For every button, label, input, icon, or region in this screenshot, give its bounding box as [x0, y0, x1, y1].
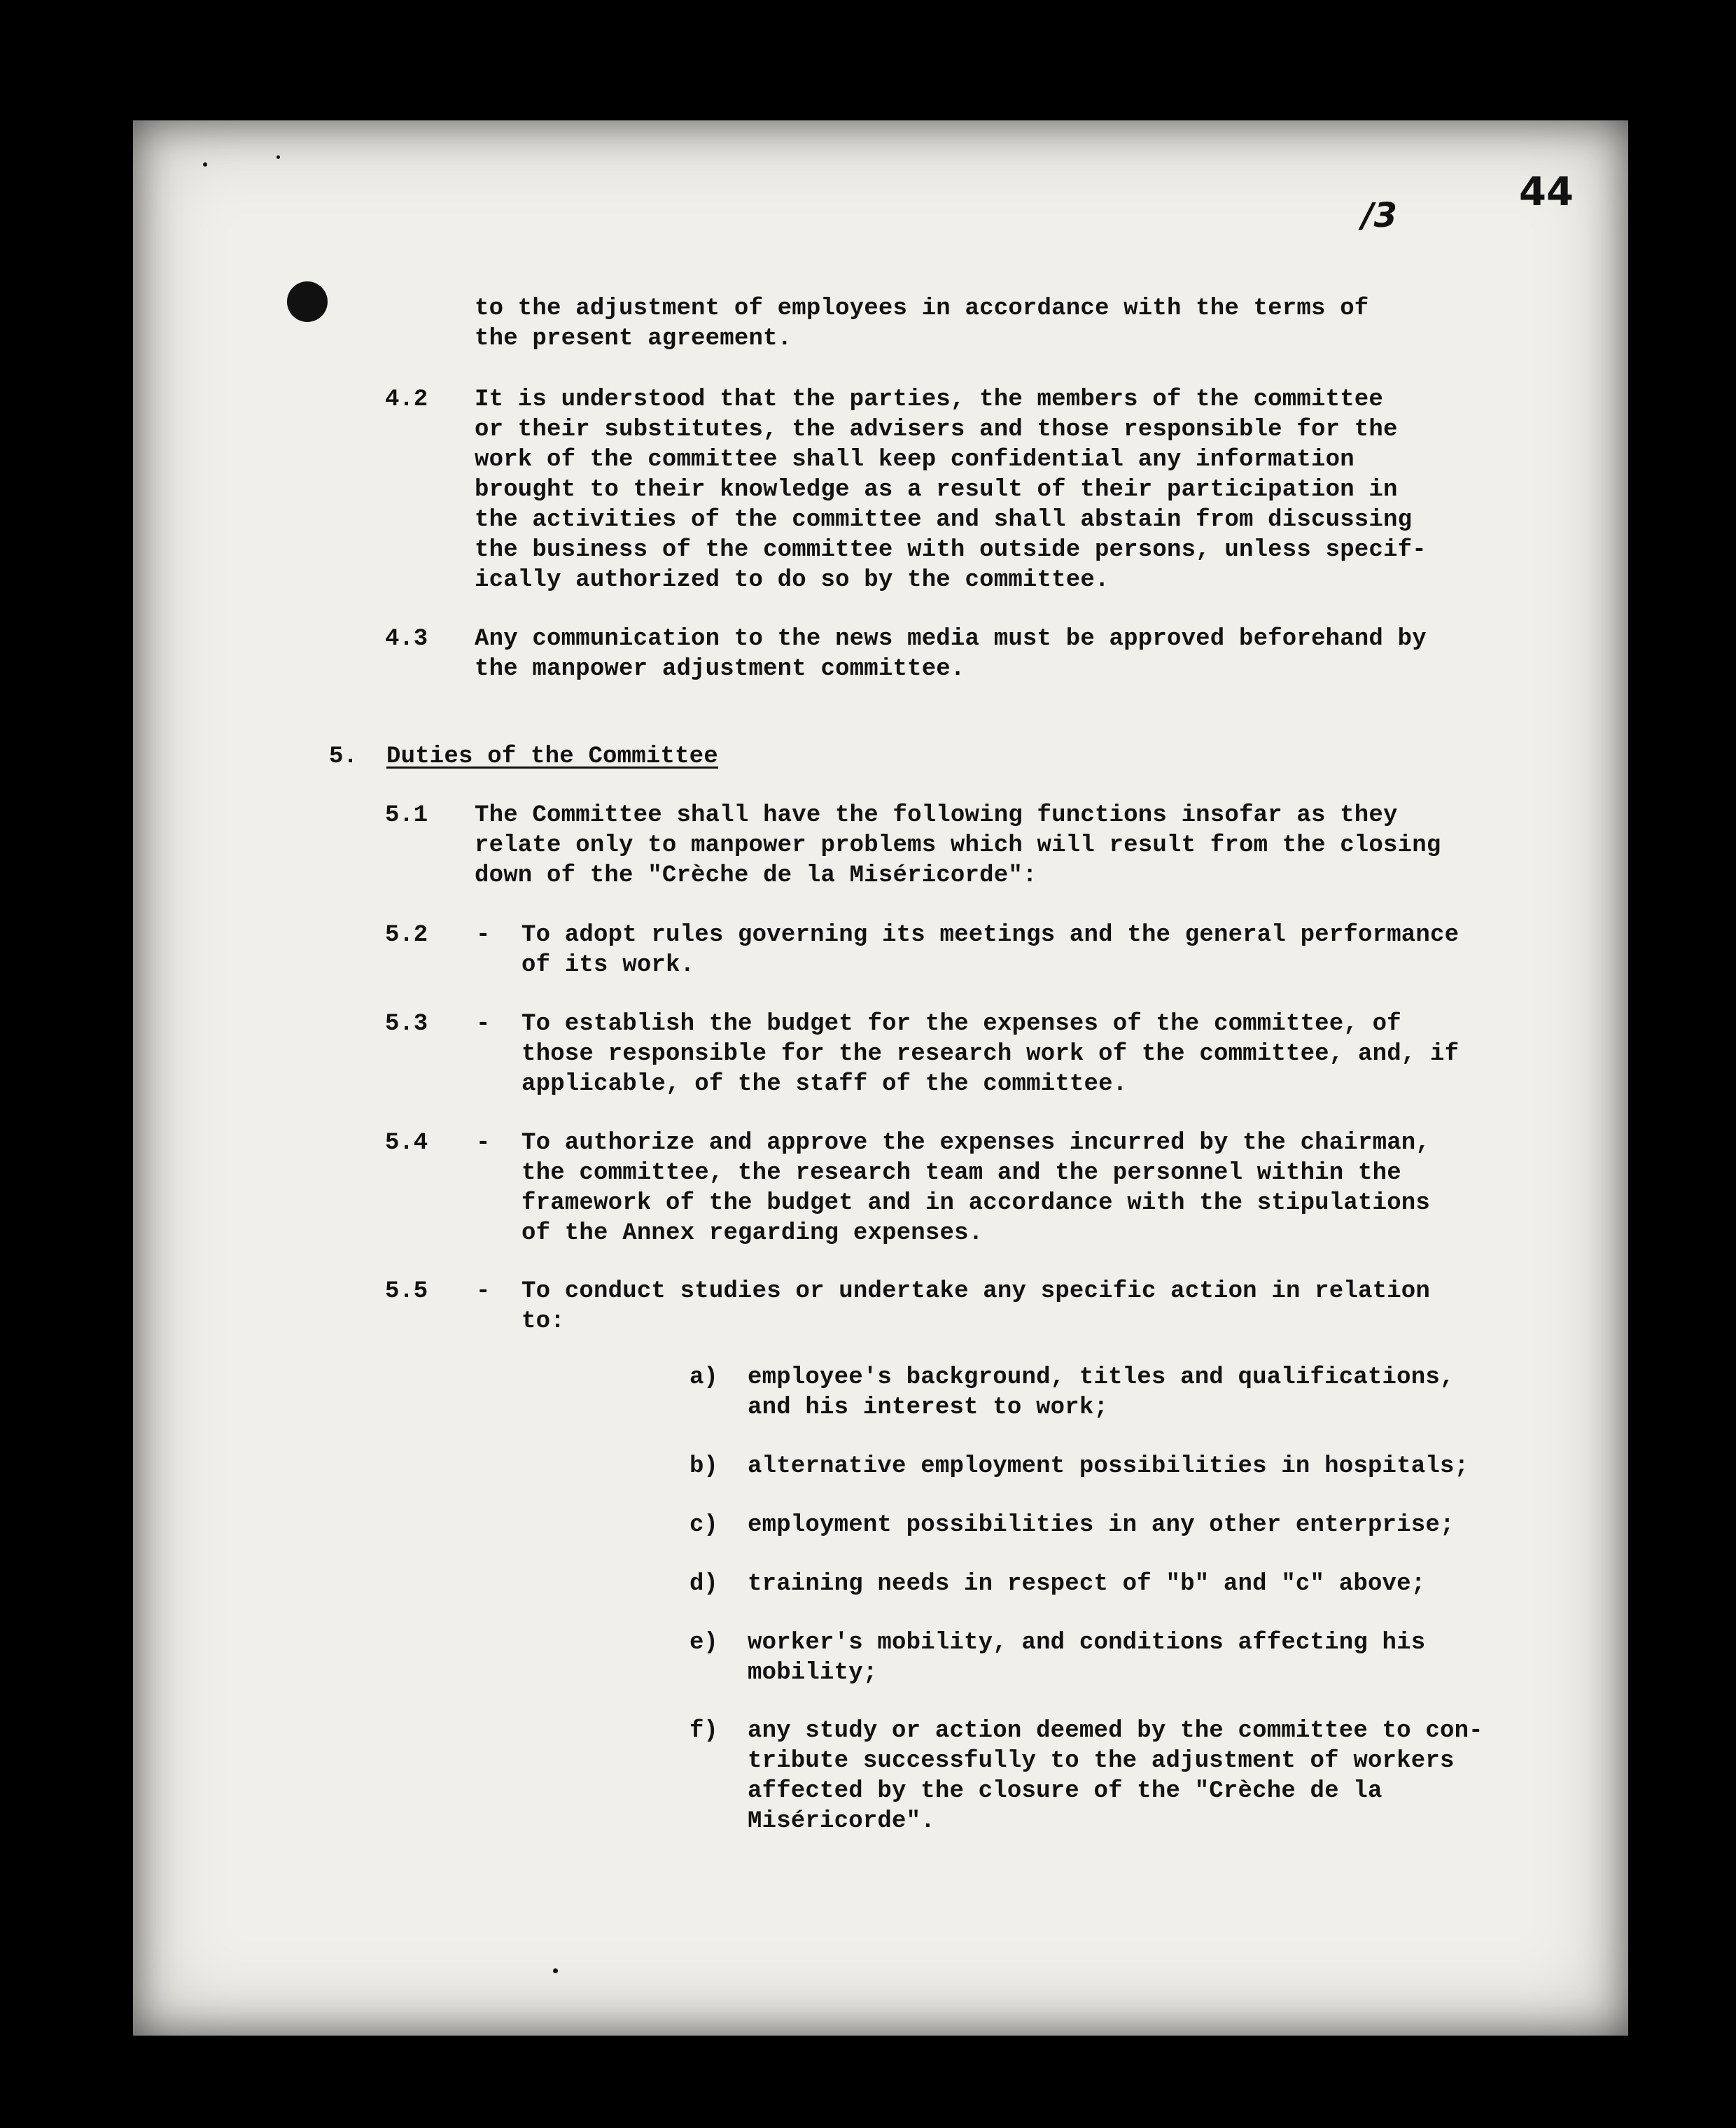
clause-line: of the Annex regarding expenses. — [522, 1220, 983, 1247]
document-page — [133, 120, 1628, 2036]
subitem-line: alternative employment possibilities in hospitals; — [748, 1453, 1469, 1480]
subitem-line: employee's background, titles and qualifications, — [748, 1364, 1455, 1391]
clause-line: the manpower adjustment committee. — [475, 656, 965, 682]
punch-hole-mark — [287, 281, 328, 322]
clause-dash: - — [476, 1011, 491, 1037]
ink-speck — [276, 155, 280, 159]
section-number: 5. — [329, 743, 358, 770]
clause-dash: - — [476, 1130, 491, 1156]
subitem-line: worker's mobility, and conditions affecting his — [748, 1630, 1426, 1656]
clause-line: It is understood that the parties, the members of the committee — [475, 386, 1384, 413]
clause-number: 4.2 — [385, 386, 428, 413]
clause-dash: - — [476, 1278, 491, 1305]
subitem-line: and his interest to work; — [748, 1394, 1109, 1421]
clause-dash: - — [476, 922, 491, 948]
clause-line: applicable, of the staff of the committee. — [522, 1071, 1128, 1098]
subitem-line: affected by the closure of the "Crèche de la — [748, 1778, 1382, 1805]
clause-number: 5.5 — [385, 1278, 428, 1305]
clause-line: work of the committee shall keep confidential any information — [475, 447, 1354, 473]
clause-line: or their substitutes, the advisers and those responsible for the — [475, 416, 1398, 443]
subitem-line: any study or action deemed by the committee to con- — [748, 1718, 1483, 1744]
subitem-label: f) — [690, 1718, 718, 1744]
continuation-line: the present agreement. — [475, 326, 792, 352]
clause-line: brought to their knowledge as a result of their participation in — [475, 477, 1398, 503]
clause-number: 5.2 — [385, 922, 428, 948]
handwritten-page-number: 44 — [1519, 169, 1574, 215]
subitem-line: training needs in respect of "b" and "c" above; — [748, 1571, 1426, 1597]
subitem-line: Miséricorde". — [748, 1808, 935, 1835]
clause-number: 5.3 — [385, 1011, 428, 1037]
clause-line: relate only to manpower problems which will result from the closing — [475, 832, 1441, 859]
clause-line: those responsible for the research work of the committee, and, if — [522, 1041, 1460, 1068]
subitem-label: c) — [690, 1512, 718, 1539]
clause-line: The Committee shall have the following functions insofar as they — [475, 802, 1398, 829]
ink-speck — [203, 162, 207, 167]
clause-line: ically authorized to do so by the committee. — [475, 567, 1110, 594]
subitem-line: tribute successfully to the adjustment of workers — [748, 1748, 1455, 1774]
clause-line: the activities of the committee and shall abstain from discussing — [475, 507, 1413, 533]
subitem-label: e) — [690, 1630, 718, 1656]
clause-line: To establish the budget for the expenses of the committee, of — [522, 1011, 1401, 1037]
ink-speck — [553, 1968, 558, 1973]
clause-line: of its work. — [522, 952, 695, 979]
subitem-line: employment possibilities in any other enterprise; — [748, 1512, 1455, 1539]
clause-number: 4.3 — [385, 626, 428, 652]
section-heading: Duties of the Committee — [386, 743, 718, 770]
clause-line: to: — [522, 1308, 565, 1335]
clause-number: 5.4 — [385, 1130, 428, 1156]
clause-line: down of the "Crèche de la Miséricorde": — [475, 862, 1037, 889]
subitem-line: mobility; — [748, 1660, 878, 1686]
subitem-label: b) — [690, 1453, 718, 1480]
handwritten-page-mark: /3 — [1362, 196, 1397, 235]
continuation-line: to the adjustment of employees in accordance with the terms of — [475, 295, 1369, 322]
clause-line: the business of the committee with outside persons, unless specif- — [475, 537, 1427, 564]
subitem-label: a) — [690, 1364, 718, 1391]
subitem-label: d) — [690, 1571, 718, 1597]
clause-number: 5.1 — [385, 802, 428, 829]
clause-line: framework of the budget and in accordance with the stipulations — [522, 1190, 1431, 1217]
clause-line: To conduct studies or undertake any specific action in relation — [522, 1278, 1431, 1305]
clause-line: the committee, the research team and the personnel within the — [522, 1160, 1401, 1186]
clause-line: Any communication to the news media must be approved beforehand by — [475, 626, 1427, 652]
clause-line: To authorize and approve the expenses incurred by the chairman, — [522, 1130, 1431, 1156]
clause-line: To adopt rules governing its meetings and the general performance — [522, 922, 1460, 948]
